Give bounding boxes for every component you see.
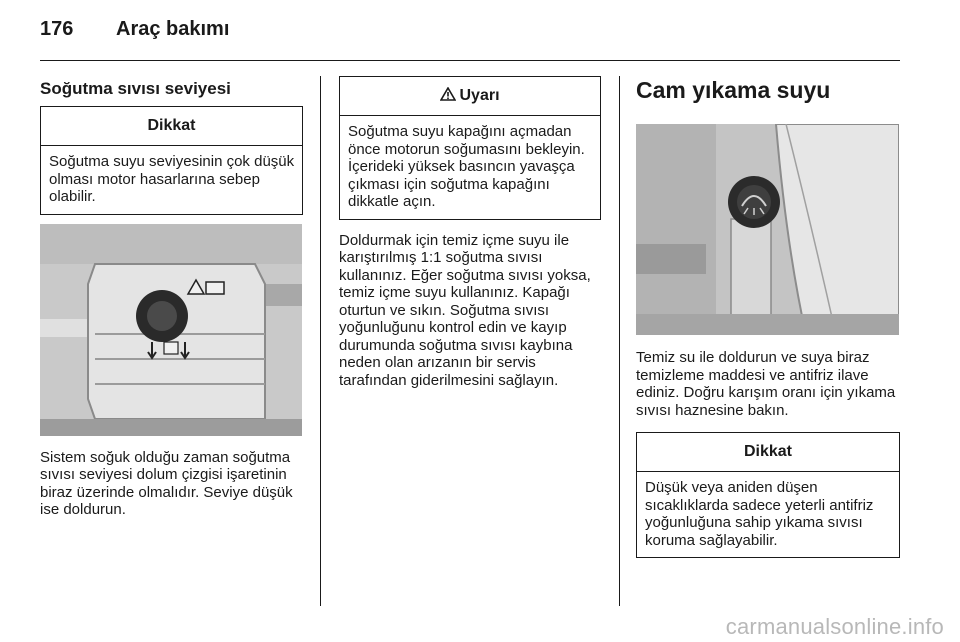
notice-box bbox=[40, 106, 303, 215]
refill-instructions: Doldurmak için temiz içme suyu ile karıştırılmış 1:1 soğutma sıvısı kullanınız. Eğer soğutma sıvısı yoksa, temiz içme suyu kullanınız. Kapağı oturtun ve sıkın. Soğutma sıvısı yoğunluğunu kontrol edin ve kayıp durumunda soğutma sıvısı kaybına neden olan arızanın bir servis tarafından giderilmesini sağlayın. bbox=[339, 231, 591, 389]
column-divider-2 bbox=[619, 76, 620, 606]
warning-box bbox=[339, 76, 601, 220]
watermark: carmanualsonline.info bbox=[725, 614, 944, 639]
left-column bbox=[40, 76, 303, 519]
right-column bbox=[636, 76, 900, 558]
warning-header bbox=[340, 77, 600, 116]
middle-column bbox=[339, 76, 601, 389]
coolant-caption: Sistem soğuk olduğu zaman soğutma sıvısı seviyesi dolum çizgisi işaretinin biraz üzerinde olmalıdır. Seviye düşük ise doldurun. bbox=[40, 448, 293, 518]
notice-title: Dikkat bbox=[41, 107, 302, 146]
coolant-reservoir-photo bbox=[40, 224, 302, 436]
header-rule bbox=[40, 60, 900, 61]
chapter-title: Araç bakımı bbox=[116, 18, 230, 40]
washer-notice-title: Dikkat bbox=[637, 433, 899, 472]
washer-notice-box bbox=[636, 432, 900, 558]
section-heading-washer: Cam yıkama suyu bbox=[636, 77, 831, 103]
notice-body: Soğutma suyu seviyesinin çok düşük olması motor hasarlarına sebep olabilir. bbox=[49, 153, 295, 205]
washer-reservoir-illustration bbox=[636, 124, 899, 335]
washer-reservoir-photo bbox=[636, 124, 899, 335]
warning-triangle-icon bbox=[440, 87, 456, 101]
coolant-reservoir-illustration bbox=[40, 224, 302, 436]
warning-body: Soğutma suyu kapağını açmadan önce motorun soğumasını bekleyin. İçerideki yüksek basıncın yavaşça çıkması için soğutma kapağını dikkatle açın. bbox=[348, 123, 585, 210]
washer-instructions: Temiz su ile doldurun ve suya biraz temizleme maddesi ve antifriz ilave ediniz. Doğru karışım oranı için yıkama sıvısı haznesine bakın. bbox=[636, 349, 896, 419]
column-divider-1 bbox=[320, 76, 321, 606]
warning-title: Uyarı bbox=[459, 87, 500, 104]
page-number: 176 bbox=[40, 18, 74, 40]
washer-notice-body: Düşük veya aniden düşen sıcaklıklarda sadece yeterli antifriz yoğunluğuna sahip yıkama sıvısı koruma sağlayabilir. bbox=[645, 479, 874, 549]
section-heading-coolant: Soğutma sıvısı seviyesi bbox=[40, 79, 231, 98]
page-header bbox=[40, 18, 229, 48]
